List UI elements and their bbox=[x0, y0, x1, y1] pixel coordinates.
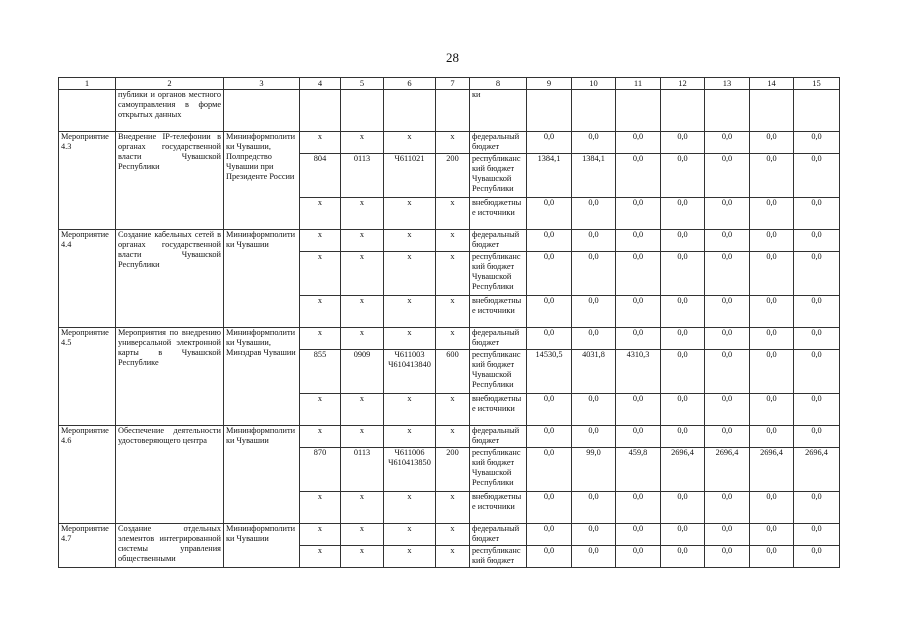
col-num: 1 bbox=[59, 78, 116, 90]
table-cell: 0,0 bbox=[705, 394, 750, 426]
table-cell: x bbox=[384, 198, 436, 230]
table-cell: 0909 bbox=[341, 350, 384, 394]
table-cell: 0,0 bbox=[572, 426, 616, 448]
table-cell: x bbox=[300, 394, 341, 426]
table-cell: x bbox=[436, 492, 470, 524]
table-cell: x bbox=[384, 328, 436, 350]
table-cell: x bbox=[300, 426, 341, 448]
table-cell bbox=[616, 90, 661, 132]
table-cell: 0,0 bbox=[750, 546, 794, 568]
funding-source: федеральный бюджет bbox=[470, 132, 527, 154]
col-num: 12 bbox=[661, 78, 705, 90]
table-cell: 2696,4 bbox=[794, 448, 840, 492]
table-cell: 0,0 bbox=[705, 230, 750, 252]
col-num: 4 bbox=[300, 78, 341, 90]
table-cell: 4031,8 bbox=[572, 350, 616, 394]
table-cell: x bbox=[341, 252, 384, 296]
measure-name-cell: Обеспечение деятельности удостоверяющего центра bbox=[116, 426, 224, 524]
table-cell: x bbox=[436, 524, 470, 546]
table-cell: 0,0 bbox=[616, 394, 661, 426]
table-cell: 0,0 bbox=[794, 252, 840, 296]
table-cell: x bbox=[384, 296, 436, 328]
table-cell: x bbox=[384, 132, 436, 154]
table-cell: x bbox=[384, 426, 436, 448]
table-row bbox=[59, 328, 840, 350]
table-cell: 0,0 bbox=[572, 328, 616, 350]
table-cell: 804 bbox=[300, 154, 341, 198]
table-cell: 0,0 bbox=[750, 154, 794, 198]
table-cell bbox=[527, 90, 572, 132]
table-cell: 0,0 bbox=[527, 394, 572, 426]
cont-name-cell: публики и органов местного самоуправления в форме открытых данных bbox=[116, 90, 224, 132]
col-num: 11 bbox=[616, 78, 661, 90]
table-cell: 0,0 bbox=[616, 198, 661, 230]
table-cell: x bbox=[384, 492, 436, 524]
table-cell: Ч611021 bbox=[384, 154, 436, 198]
measure-id-cell: Мероприятие 4.6 bbox=[59, 426, 116, 524]
table-cell: 0,0 bbox=[661, 132, 705, 154]
measure-id-cell: Мероприятие 4.4 bbox=[59, 230, 116, 328]
table-cell: 0,0 bbox=[661, 252, 705, 296]
table-cell: x bbox=[436, 394, 470, 426]
funding-source: федеральный бюджет bbox=[470, 524, 527, 546]
table-cell: x bbox=[384, 394, 436, 426]
table-cell: 0,0 bbox=[705, 198, 750, 230]
table-cell: 0,0 bbox=[750, 524, 794, 546]
table-cell: 0,0 bbox=[661, 524, 705, 546]
table-cell: 0,0 bbox=[616, 524, 661, 546]
table-cell: 0,0 bbox=[705, 426, 750, 448]
measure-name-cell: Создание отдельных элементов интегрированной системы управления общественными bbox=[116, 524, 224, 568]
table-cell: 0,0 bbox=[750, 394, 794, 426]
table-cell: x bbox=[341, 492, 384, 524]
table-cell: x bbox=[300, 492, 341, 524]
funding-source: внебюджетные источники bbox=[470, 198, 527, 230]
table-cell bbox=[705, 90, 750, 132]
table-cell: x bbox=[341, 296, 384, 328]
cell bbox=[59, 90, 116, 132]
table-cell: 0,0 bbox=[527, 328, 572, 350]
measure-name-cell: Создание кабельных сетей в органах государственной власти Чувашской Республики bbox=[116, 230, 224, 328]
table-cell: 0,0 bbox=[794, 328, 840, 350]
col-num: 13 bbox=[705, 78, 750, 90]
table-cell: 2696,4 bbox=[705, 448, 750, 492]
table-cell: 0,0 bbox=[527, 426, 572, 448]
table-cell: 0,0 bbox=[616, 154, 661, 198]
col-num: 9 bbox=[527, 78, 572, 90]
table-cell: 0,0 bbox=[750, 328, 794, 350]
table-cell: x bbox=[436, 296, 470, 328]
table-cell: 0,0 bbox=[661, 546, 705, 568]
table-cell: 600 bbox=[436, 350, 470, 394]
table-cell: x bbox=[436, 132, 470, 154]
executor-cell: Мининформполитики Чувашии, Минздрав Чувашии bbox=[224, 328, 300, 426]
table-cell: 0,0 bbox=[527, 492, 572, 524]
table-cell: x bbox=[300, 252, 341, 296]
table-cell: 0,0 bbox=[794, 546, 840, 568]
table-cell: 0,0 bbox=[750, 350, 794, 394]
table-cell: 0,0 bbox=[661, 350, 705, 394]
table-cell: Ч611003 Ч610413840 bbox=[384, 350, 436, 394]
table-cell: 0,0 bbox=[661, 492, 705, 524]
table-cell: 200 bbox=[436, 154, 470, 198]
executor-cell: Мининформполитики Чувашии bbox=[224, 230, 300, 328]
table-cell: 0,0 bbox=[794, 230, 840, 252]
table-cell: x bbox=[300, 132, 341, 154]
executor-cell: Мининформполитики Чувашии bbox=[224, 524, 300, 568]
table-cell: 0113 bbox=[341, 448, 384, 492]
table-cell: 0,0 bbox=[705, 154, 750, 198]
table-cell: 0,0 bbox=[750, 230, 794, 252]
table-cell: 0,0 bbox=[572, 492, 616, 524]
table-cell: 99,0 bbox=[572, 448, 616, 492]
table-cell: 0,0 bbox=[527, 198, 572, 230]
table-cell: x bbox=[436, 328, 470, 350]
column-number-row bbox=[59, 78, 840, 90]
table-cell: x bbox=[300, 546, 341, 568]
table-cell: x bbox=[384, 252, 436, 296]
table-cell: 0,0 bbox=[794, 154, 840, 198]
table-cell: 0,0 bbox=[794, 492, 840, 524]
table-cell: 0,0 bbox=[572, 230, 616, 252]
funding-source: федеральный бюджет bbox=[470, 328, 527, 350]
table-cell: 0,0 bbox=[705, 546, 750, 568]
funding-source: республиканский бюджет bbox=[470, 546, 527, 568]
table-cell: 0,0 bbox=[750, 252, 794, 296]
table-cell: 0,0 bbox=[527, 230, 572, 252]
table-cell: x bbox=[436, 198, 470, 230]
table-cell: 0,0 bbox=[705, 328, 750, 350]
table-cell: 0,0 bbox=[616, 132, 661, 154]
table-cell: 2696,4 bbox=[750, 448, 794, 492]
table-cell: x bbox=[300, 524, 341, 546]
table-cell: 855 bbox=[300, 350, 341, 394]
cell bbox=[224, 90, 300, 132]
funding-source: внебюджетные источники bbox=[470, 492, 527, 524]
col-num: 15 bbox=[794, 78, 840, 90]
table-cell: 0,0 bbox=[527, 252, 572, 296]
col-num: 2 bbox=[116, 78, 224, 90]
table-row bbox=[59, 426, 840, 448]
funding-source: внебюджетные источники bbox=[470, 296, 527, 328]
funding-source: республиканский бюджет Чувашской Республики bbox=[470, 252, 527, 296]
funding-source: республиканский бюджет Чувашской Республики bbox=[470, 154, 527, 198]
measure-id-cell: Мероприятие 4.3 bbox=[59, 132, 116, 230]
table-cell: x bbox=[341, 426, 384, 448]
table-cell: 0,0 bbox=[661, 230, 705, 252]
cont-source-cell: ки bbox=[470, 90, 527, 132]
table-cell: 0,0 bbox=[616, 296, 661, 328]
measure-id-cell: Мероприятие 4.7 bbox=[59, 524, 116, 568]
program-table bbox=[58, 77, 840, 568]
table-cell: x bbox=[300, 296, 341, 328]
funding-source: республиканский бюджет Чувашской Республики bbox=[470, 448, 527, 492]
table-cell: 0,0 bbox=[572, 132, 616, 154]
table-cell: 0113 bbox=[341, 154, 384, 198]
table-cell: 0,0 bbox=[794, 426, 840, 448]
table-cell: 0,0 bbox=[750, 132, 794, 154]
table-cell: 0,0 bbox=[750, 296, 794, 328]
executor-cell: Мининформполитики Чувашии bbox=[224, 426, 300, 524]
table-cell: x bbox=[300, 328, 341, 350]
table-cell: 0,0 bbox=[572, 252, 616, 296]
table-cell: 870 bbox=[300, 448, 341, 492]
page-number: 28 bbox=[446, 50, 459, 65]
table-cell: 0,0 bbox=[572, 296, 616, 328]
table-cell: x bbox=[384, 524, 436, 546]
table-cell: 0,0 bbox=[750, 426, 794, 448]
table-cell: 0,0 bbox=[661, 198, 705, 230]
table-cell: 0,0 bbox=[794, 198, 840, 230]
table-cell: x bbox=[436, 230, 470, 252]
table-cell bbox=[661, 90, 705, 132]
table-row bbox=[59, 90, 840, 132]
table-cell: 0,0 bbox=[794, 350, 840, 394]
table-cell: 0,0 bbox=[616, 328, 661, 350]
table-cell: 0,0 bbox=[572, 198, 616, 230]
table-cell: 0,0 bbox=[616, 230, 661, 252]
measure-name-cell: Внедрение IP-телефонии в органах государственной власти Чувашской Республики bbox=[116, 132, 224, 230]
table-cell: 0,0 bbox=[527, 524, 572, 546]
table-cell: 200 bbox=[436, 448, 470, 492]
table-cell: 1384,1 bbox=[572, 154, 616, 198]
table-cell: 0,0 bbox=[527, 296, 572, 328]
table-cell: 0,0 bbox=[705, 132, 750, 154]
table-cell: 0,0 bbox=[705, 296, 750, 328]
table-cell: x bbox=[341, 230, 384, 252]
table-row bbox=[59, 132, 840, 154]
table-cell: x bbox=[384, 230, 436, 252]
table-cell: 2696,4 bbox=[661, 448, 705, 492]
table-row bbox=[59, 230, 840, 252]
table-cell: x bbox=[436, 546, 470, 568]
table-cell bbox=[572, 90, 616, 132]
table-cell: 0,0 bbox=[794, 524, 840, 546]
measure-id-cell: Мероприятие 4.5 bbox=[59, 328, 116, 426]
table-cell: x bbox=[341, 328, 384, 350]
table-cell: 0,0 bbox=[616, 426, 661, 448]
table-cell bbox=[384, 90, 436, 132]
table-cell: x bbox=[300, 198, 341, 230]
funding-source: федеральный бюджет bbox=[470, 426, 527, 448]
table-cell: 4310,3 bbox=[616, 350, 661, 394]
table-cell: 0,0 bbox=[616, 252, 661, 296]
table-cell: 0,0 bbox=[527, 448, 572, 492]
table-cell: 0,0 bbox=[661, 426, 705, 448]
table-cell: 1384,1 bbox=[527, 154, 572, 198]
table-cell: 0,0 bbox=[705, 524, 750, 546]
table-cell: 0,0 bbox=[616, 492, 661, 524]
table-cell: x bbox=[341, 394, 384, 426]
table-cell: 0,0 bbox=[705, 350, 750, 394]
table-cell: x bbox=[300, 230, 341, 252]
col-num: 7 bbox=[436, 78, 470, 90]
table-cell: 0,0 bbox=[572, 546, 616, 568]
table-cell: x bbox=[341, 546, 384, 568]
table-cell: 0,0 bbox=[572, 524, 616, 546]
table-cell: x bbox=[341, 198, 384, 230]
col-num: 8 bbox=[470, 78, 527, 90]
table-cell: 0,0 bbox=[661, 296, 705, 328]
table-cell: 14530,5 bbox=[527, 350, 572, 394]
table-cell: x bbox=[384, 546, 436, 568]
measure-name-cell: Мероприятия по внедрению универсальной электронной карты в Чувашской Республике bbox=[116, 328, 224, 426]
table-cell: 0,0 bbox=[616, 546, 661, 568]
table-cell: x bbox=[341, 524, 384, 546]
table-cell: 0,0 bbox=[750, 492, 794, 524]
executor-cell: Мининформполитики Чувашии, Полпредство Чувашии при Президенте России bbox=[224, 132, 300, 230]
table-cell: 0,0 bbox=[794, 394, 840, 426]
table-cell bbox=[794, 90, 840, 132]
table-cell bbox=[750, 90, 794, 132]
table-cell: 0,0 bbox=[705, 252, 750, 296]
funding-source: федеральный бюджет bbox=[470, 230, 527, 252]
table-cell: 0,0 bbox=[750, 198, 794, 230]
col-num: 3 bbox=[224, 78, 300, 90]
table-cell: Ч611006 Ч610413850 bbox=[384, 448, 436, 492]
col-num: 6 bbox=[384, 78, 436, 90]
table-cell: 0,0 bbox=[794, 132, 840, 154]
table-cell bbox=[436, 90, 470, 132]
funding-source: республиканский бюджет Чувашской Республики bbox=[470, 350, 527, 394]
table-cell: 0,0 bbox=[661, 154, 705, 198]
table-cell: 0,0 bbox=[794, 296, 840, 328]
table-cell: x bbox=[341, 132, 384, 154]
table-cell bbox=[341, 90, 384, 132]
table-row bbox=[59, 524, 840, 546]
table-cell: 0,0 bbox=[527, 132, 572, 154]
col-num: 5 bbox=[341, 78, 384, 90]
table-cell: 459,8 bbox=[616, 448, 661, 492]
col-num: 10 bbox=[572, 78, 616, 90]
table-cell bbox=[300, 90, 341, 132]
table-cell: 0,0 bbox=[661, 394, 705, 426]
table-cell: 0,0 bbox=[705, 492, 750, 524]
table-cell: x bbox=[436, 252, 470, 296]
col-num: 14 bbox=[750, 78, 794, 90]
funding-source: внебюджетные источники bbox=[470, 394, 527, 426]
table-cell: 0,0 bbox=[661, 328, 705, 350]
table-cell: 0,0 bbox=[572, 394, 616, 426]
table-cell: 0,0 bbox=[527, 546, 572, 568]
table-cell: x bbox=[436, 426, 470, 448]
